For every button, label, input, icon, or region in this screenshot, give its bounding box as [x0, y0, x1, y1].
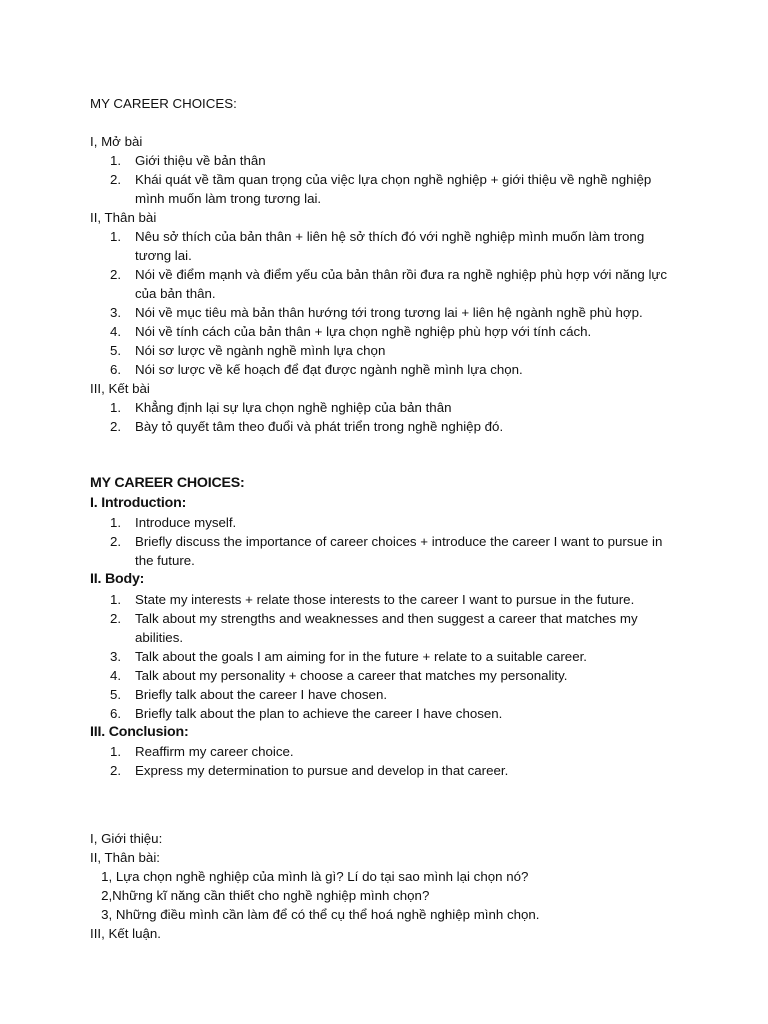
- vn-body-list: [90, 227, 680, 379]
- en-section-heading-body: II. Body:: [90, 571, 145, 587]
- list-item: 2. Nói về điểm mạnh và điểm yếu của bản thân rồi đưa ra nghề nghiệp phù hợp với năng lực của bản thân.: [110, 267, 667, 301]
- short-outline-line: II, Thân bài:: [90, 850, 160, 865]
- vn-section-heading-body: II, Thân bài: [90, 210, 157, 225]
- list-item: 5. Nói sơ lược về ngành nghề mình lựa chọn: [110, 343, 386, 358]
- short-outline-line: 2,Những kĩ năng cần thiết cho nghề nghiệp mình chọn?: [90, 888, 430, 903]
- vn-conclusion-list: [90, 398, 680, 436]
- list-item: 3. Nói về mục tiêu mà bản thân hướng tới trong tương lai + liên hệ ngành nghề phù hợp.: [110, 305, 643, 320]
- en-outline-title: MY CAREER CHOICES:: [90, 475, 245, 491]
- list-item: 2. Bày tỏ quyết tâm theo đuổi và phát triển trong nghề nghiệp đó.: [110, 419, 504, 434]
- vn-outline-title: MY CAREER CHOICES:: [90, 96, 237, 111]
- short-outline-line: I, Giới thiệu:: [90, 831, 163, 846]
- list-item: 6. Briefly talk about the plan to achieve the career I have chosen.: [110, 705, 503, 721]
- list-item: 5. Briefly talk about the career I have chosen.: [110, 686, 388, 702]
- list-item: 1. Khẳng định lại sự lựa chọn nghề nghiệp của bản thân: [110, 400, 452, 415]
- list-item: 1. Giới thiệu về bản thân: [110, 153, 266, 168]
- list-item: 1. State my interests + relate those interests to the career I want to pursue in the future.: [110, 591, 635, 607]
- list-item: 3. Talk about the goals I am aiming for in the future + relate to a suitable career.: [110, 648, 587, 664]
- list-item: 4. Talk about my personality + choose a career that matches my personality.: [110, 667, 568, 683]
- document-page: [90, 94, 680, 943]
- short-outline-line: 1, Lựa chọn nghề nghiệp của mình là gì? Lí do tại sao mình lại chọn nó?: [90, 869, 529, 884]
- list-item: 6. Nói sơ lược về kế hoạch để đạt được ngành nghề mình lựa chọn.: [110, 362, 523, 377]
- list-item: 1. Introduce myself.: [110, 515, 237, 530]
- vn-section-heading-conclusion: III, Kết bài: [90, 381, 150, 396]
- en-conclusion-list: [90, 742, 680, 780]
- en-section-heading-conclusion: III. Conclusion:: [90, 723, 189, 740]
- en-section-heading-intro: I. Introduction:: [90, 494, 187, 511]
- list-item: 2. Express my determination to pursue and develop in that career.: [110, 763, 509, 778]
- list-item: 1. Nêu sở thích của bản thân + liên hệ sở thích đó với nghề nghiệp mình muốn làm trong tương lai.: [110, 229, 645, 263]
- en-intro-list: [90, 513, 680, 570]
- vn-intro-list: [90, 151, 680, 208]
- short-outline-line: 3, Những điều mình cần làm để có thể cụ thể hoá nghề nghiệp mình chọn.: [90, 907, 540, 922]
- vn-section-heading-intro: I, Mở bài: [90, 134, 143, 149]
- en-body-list: [90, 590, 680, 723]
- list-item: 1. Reaffirm my career choice.: [110, 744, 294, 759]
- list-item: 2. Talk about my strengths and weaknesses and then suggest a career that matches my abilities.: [110, 610, 638, 645]
- short-outline-line: III, Kết luận.: [90, 926, 161, 941]
- list-item: 4. Nói về tính cách của bản thân + lựa chọn nghề nghiệp phù hợp với tính cách.: [110, 324, 592, 339]
- list-item: 2. Briefly discuss the importance of career choices + introduce the career I want to pursue in the future.: [110, 534, 663, 568]
- list-item: 2. Khái quát về tầm quan trọng của việc lựa chọn nghề nghiệp + giới thiệu về nghề nghiệp mình muốn làm trong tương lai.: [110, 172, 652, 206]
